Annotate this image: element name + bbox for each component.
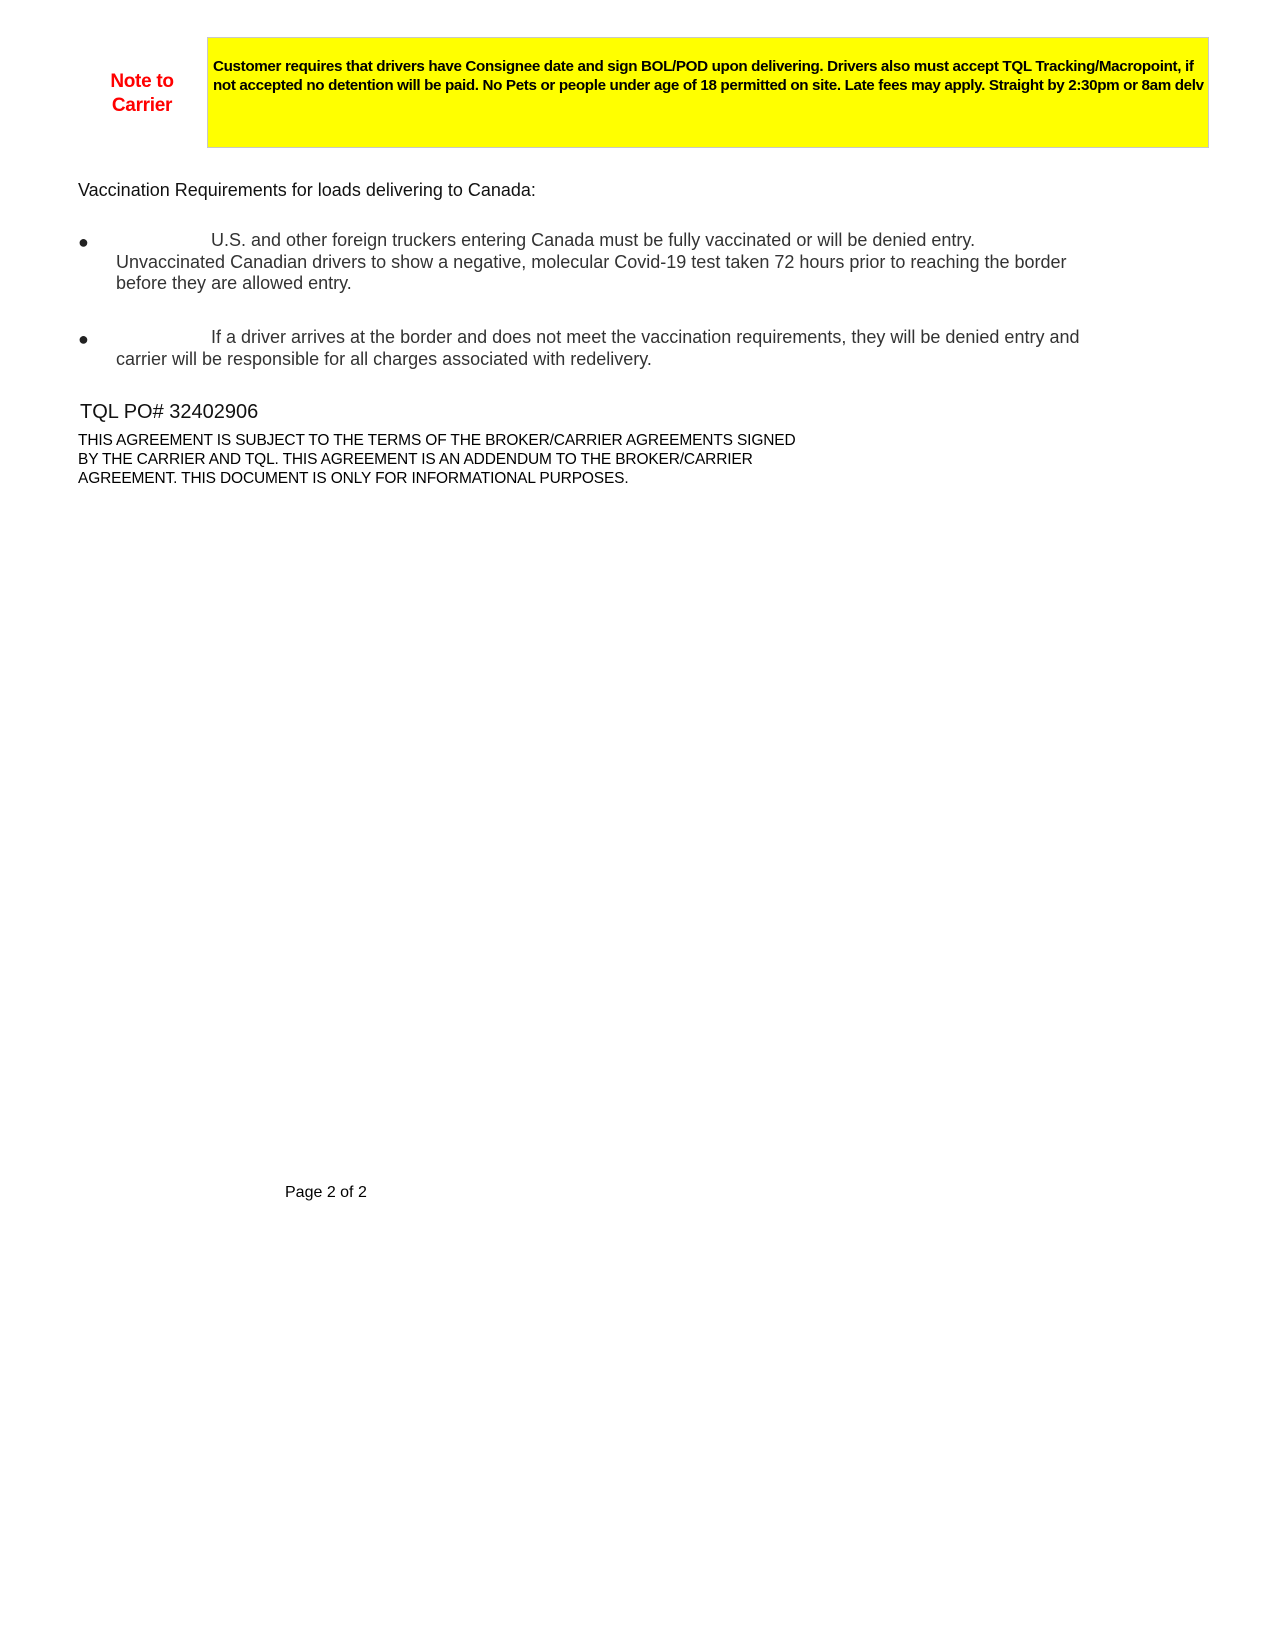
note-label-line2: Carrier: [111, 95, 173, 116]
page-number: Page 2 of 2: [285, 1184, 367, 1201]
vaccination-bullet-text: If a driver arrives at the border and does not meet the vaccination requirements, they will be denied entry and carrier will be responsible for all charges associated with redelivery.: [116, 327, 1080, 369]
note-to-carrier-label: [92, 70, 192, 118]
tql-po-number: TQL PO# 32402906: [80, 401, 259, 423]
carrier-note-box: [207, 37, 1209, 148]
bullet-icon: ●: [78, 329, 89, 349]
agreement-disclaimer: THIS AGREEMENT IS SUBJECT TO THE TERMS OF THE BROKER/CARRIER AGREEMENTS SIGNED BY THE CARRIER AND TQL. THIS AGREEMENT IS AN ADDENDUM TO THE BROKER/CARRIER AGREEMENT. THIS DOCUMENT IS ONLY FOR INFORMATIONAL PURPOSES.: [78, 432, 796, 487]
vaccination-heading: Vaccination Requirements for loads delivering to Canada:: [78, 180, 536, 200]
vaccination-bullet-item: [78, 327, 1088, 370]
carrier-note-text: Customer requires that drivers have Consignee date and sign BOL/POD upon delivering. Drivers also must accept TQL Tracking/Macropoint, if not accepted no detention will be paid. No Pets or people under age of 18 permitted on site. Late fees may apply. Straight by 2:30pm or 8am delv: [213, 58, 1204, 94]
vaccination-bullet-text: U.S. and other foreign truckers entering Canada must be fully vaccinated or will be denied entry. Unvaccinated Canadian drivers to show a negative, molecular Covid-19 test taken 72 hours prior to reaching the border before they are allowed entry.: [116, 230, 1067, 293]
bullet-icon: ●: [78, 232, 89, 252]
note-label-line1: Note to: [110, 71, 174, 92]
vaccination-bullet-item: [78, 230, 1088, 295]
